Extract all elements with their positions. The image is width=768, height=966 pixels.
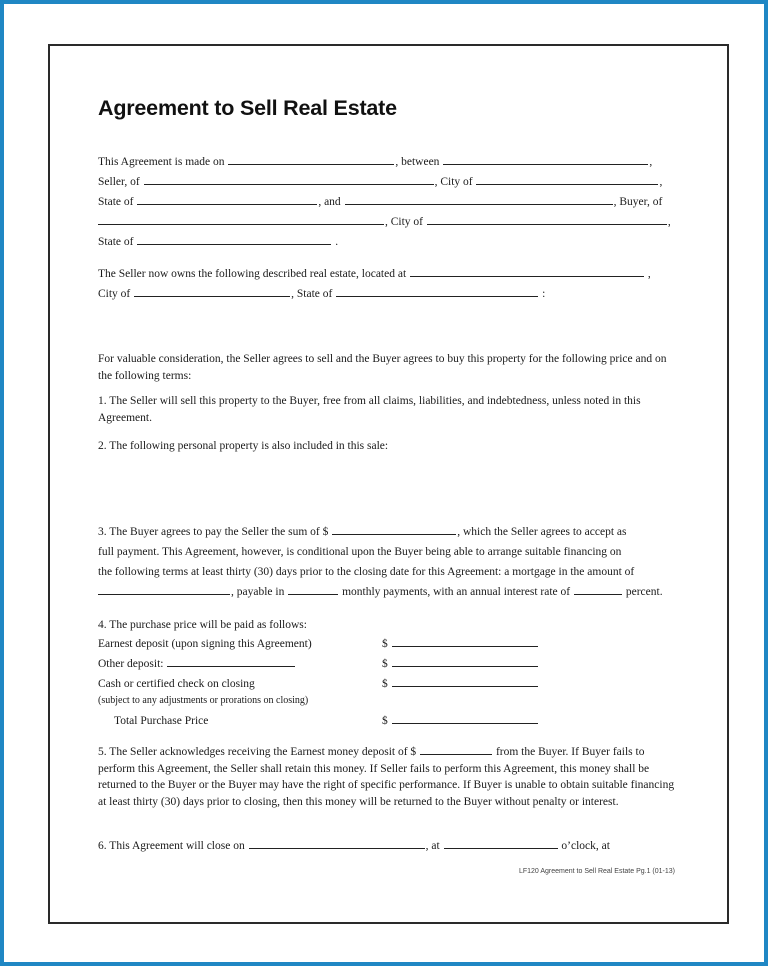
buyer-name-field[interactable] bbox=[345, 192, 613, 205]
earnest-deposit-label: Earnest deposit (upon signing this Agreement) bbox=[98, 638, 312, 650]
closing-at-label: , at bbox=[425, 840, 440, 852]
intro-line-3 bbox=[98, 192, 662, 212]
payable-in-label: , payable in bbox=[231, 586, 285, 598]
city-of-label: , City of bbox=[385, 216, 424, 228]
earnest-money-field[interactable] bbox=[420, 742, 492, 755]
total-price-amount bbox=[382, 711, 539, 731]
comma: , bbox=[667, 216, 671, 228]
seller-city-field[interactable] bbox=[476, 172, 658, 185]
interest-rate-field[interactable] bbox=[574, 582, 622, 595]
clause-1: 1. The Seller will sell this property to the Buyer, free from all claims, liabilities, and indebtedness, unless noted in this Agreement. bbox=[98, 395, 641, 424]
other-deposit-row bbox=[98, 654, 296, 674]
clause-4-heading: 4. The purchase price will be paid as follows: bbox=[98, 619, 307, 631]
closing-date-field[interactable] bbox=[249, 836, 425, 849]
dollar-sign: $ bbox=[382, 678, 388, 690]
purchase-sum-field[interactable] bbox=[332, 522, 456, 535]
clause-3-sum-label: 3. The Buyer agrees to pay the Seller the sum of $ bbox=[98, 526, 329, 538]
dollar-sign: $ bbox=[382, 715, 388, 727]
consideration-paragraph: For valuable consideration, the Seller agrees to sell and the Buyer agrees to buy this property for the following price and on the following terms: bbox=[98, 353, 667, 382]
clause-3-line-1 bbox=[98, 522, 626, 542]
total-price-label: Total Purchase Price bbox=[114, 715, 209, 727]
made-on-label: This Agreement is made on bbox=[98, 156, 225, 168]
date-field[interactable] bbox=[228, 152, 394, 165]
comma: , bbox=[649, 156, 653, 168]
buyer-city-field[interactable] bbox=[427, 212, 667, 225]
period: . bbox=[335, 236, 339, 248]
percent-label: percent. bbox=[625, 586, 663, 598]
property-state-field[interactable] bbox=[336, 284, 538, 297]
form-footer: LF120 Agreement to Sell Real Estate Pg.1 (01-13) bbox=[518, 868, 675, 875]
intro-line-4 bbox=[98, 212, 671, 232]
clause-3-line-2: full payment. This Agreement, however, is conditional upon the Buyer being able to arrange suitable financing on bbox=[98, 546, 622, 558]
seller-of-label: Seller, of bbox=[98, 176, 140, 188]
intro-line-1 bbox=[98, 152, 652, 172]
clause-3-line-3: the following terms at least thirty (30) days prior to the closing date for this Agreement: a mortgage in the amount of bbox=[98, 566, 635, 578]
seller-address-field[interactable] bbox=[144, 172, 434, 185]
mortgage-amount-field[interactable] bbox=[98, 582, 230, 595]
state-of-label: State of bbox=[98, 196, 134, 208]
buyer-address-field[interactable] bbox=[98, 212, 384, 225]
document-page bbox=[48, 44, 729, 924]
cash-amount bbox=[382, 674, 539, 694]
total-price-field[interactable] bbox=[392, 711, 538, 724]
state-of-label: State of bbox=[98, 236, 134, 248]
clause-5 bbox=[98, 742, 683, 810]
and-label: , and bbox=[318, 196, 341, 208]
monthly-payments-count-field[interactable] bbox=[288, 582, 338, 595]
clause-3-line-4 bbox=[98, 582, 663, 602]
property-address-field[interactable] bbox=[410, 264, 644, 277]
property-line-2 bbox=[98, 284, 545, 304]
dollar-sign: $ bbox=[382, 658, 388, 670]
clause-2: 2. The following personal property is also included in this sale: bbox=[98, 440, 389, 452]
closing-date-label: 6. This Agreement will close on bbox=[98, 840, 245, 852]
earnest-deposit-amount bbox=[382, 634, 539, 654]
other-deposit-field[interactable] bbox=[392, 654, 538, 667]
comma: , bbox=[647, 268, 651, 280]
intro-line-5 bbox=[98, 232, 338, 252]
buyer-state-field[interactable] bbox=[137, 232, 331, 245]
property-line-1 bbox=[98, 264, 651, 284]
property-city-label: City of bbox=[98, 288, 131, 300]
oclock-label: o’clock, at bbox=[561, 840, 610, 852]
clause-5-deposit-label: 5. The Seller acknowledges receiving the Earnest money deposit of $ bbox=[98, 746, 417, 758]
colon: : bbox=[542, 288, 546, 300]
buyer-of-label: , Buyer, of bbox=[613, 196, 663, 208]
document-title: Agreement to Sell Real Estate bbox=[98, 96, 397, 120]
property-owns-label: The Seller now owns the following described real estate, located at bbox=[98, 268, 407, 280]
cash-label: Cash or certified check on closing bbox=[98, 678, 255, 690]
seller-name-field[interactable] bbox=[443, 152, 648, 165]
between-label: , between bbox=[395, 156, 440, 168]
property-state-label: , State of bbox=[291, 288, 333, 300]
monthly-payments-label: monthly payments, with an annual interest rate of bbox=[342, 586, 571, 598]
cash-note: (subject to any adjustments or prorations on closing) bbox=[98, 695, 309, 706]
intro-line-2 bbox=[98, 172, 662, 192]
other-deposit-description-field[interactable] bbox=[167, 654, 295, 667]
cash-field[interactable] bbox=[392, 674, 538, 687]
other-deposit-amount bbox=[382, 654, 539, 674]
clause-6 bbox=[98, 836, 610, 856]
clause-3-accept-label: , which the Seller agrees to accept as bbox=[457, 526, 627, 538]
seller-state-field[interactable] bbox=[137, 192, 317, 205]
earnest-deposit-field[interactable] bbox=[392, 634, 538, 647]
property-city-field[interactable] bbox=[134, 284, 290, 297]
comma: , bbox=[659, 176, 663, 188]
dollar-sign: $ bbox=[382, 638, 388, 650]
city-of-label: , City of bbox=[434, 176, 473, 188]
clause-5-text: from the Buyer. If Buyer fails to perform this Agreement, the Seller shall retain this money. If Seller fails to perform this Agreement, this money shall be returned to the Buyer or the Buyer may have the right of specific performance. If Buyer is unable to obtain suitable financing at least thirty (30) days prior to closing, then this money will be returned to the Buyer without penalty or interest. bbox=[98, 746, 675, 808]
other-deposit-label: Other deposit: bbox=[98, 658, 164, 670]
closing-time-field[interactable] bbox=[444, 836, 558, 849]
